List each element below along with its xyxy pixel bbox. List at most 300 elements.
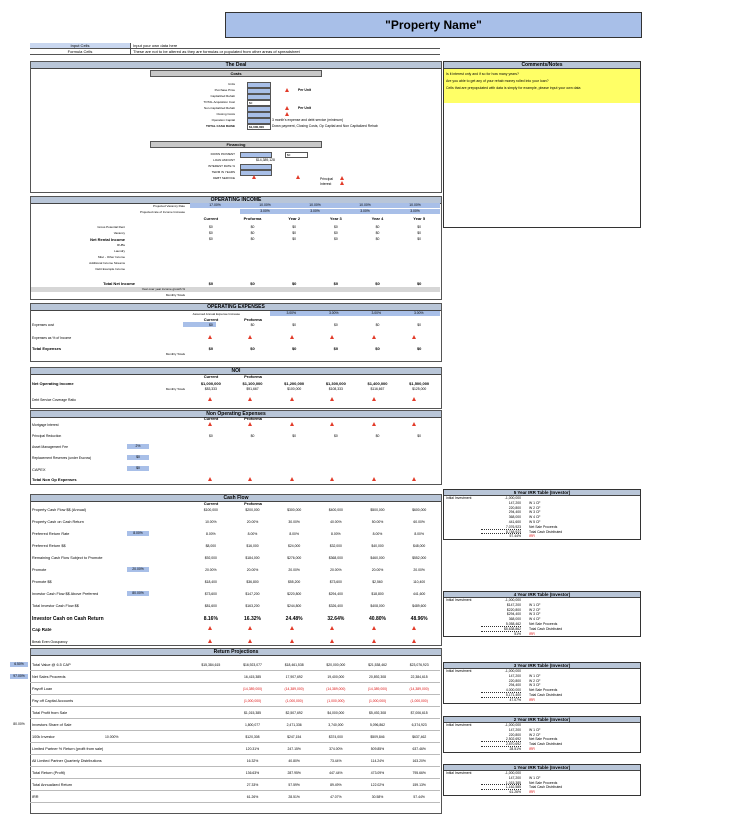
return-cell <box>190 723 232 728</box>
irr-row-value: 4,000,000 <box>481 688 521 693</box>
cf-row-label: Total Investor Cash Flow $$ <box>32 604 79 608</box>
return-cell: $18,461,538 <box>284 663 304 667</box>
irr-row-value: 5,058,462 <box>481 622 521 627</box>
col-current: Current <box>203 216 219 221</box>
cf-row <box>190 520 440 525</box>
non-operating-header: Non Operating Expenses <box>31 411 441 418</box>
return-row-label: Total Value @ 6.5 CAP <box>32 663 71 667</box>
return-row <box>190 759 440 764</box>
row-divider <box>30 778 440 779</box>
return-cell: 19,400,000 <box>327 675 345 679</box>
cf-cell: $40,000 <box>371 544 384 548</box>
return-cell: 28.51% <box>288 795 300 799</box>
irr-row-desc: W 1 CF <box>529 673 541 678</box>
cf-cell: 20.00% <box>330 568 342 572</box>
return-input-cell[interactable]: 97.00% <box>10 674 28 679</box>
return-cell: 20,892,308 <box>369 675 386 679</box>
irr-row-label <box>444 534 481 539</box>
return-input-cell[interactable]: 6.50% <box>10 662 28 667</box>
return-cell: 27.33% <box>246 783 259 787</box>
comments-panel <box>443 61 641 228</box>
capex-input[interactable]: $0 <box>127 466 149 471</box>
vacancy-rate-row <box>190 203 440 208</box>
return-cell: 122.02% <box>370 783 385 787</box>
breakeven-warning-icon <box>372 639 376 643</box>
vacancy-cell[interactable]: $0 <box>417 231 422 235</box>
return-row-label: Total Annualized Return <box>32 783 73 787</box>
rr-input[interactable]: $0 <box>127 455 149 460</box>
breakeven-warning-icon <box>208 639 212 643</box>
irr-row-value: 294,400 <box>508 683 521 688</box>
assumed-increase-cell[interactable]: 3.00% <box>286 311 297 315</box>
return-cell: $374,000 <box>328 735 343 739</box>
irr-row-desc: Total Cash Distributed <box>529 742 563 747</box>
return-cell: 57.59% <box>288 783 300 787</box>
purchase-price-warning-icon <box>285 88 289 92</box>
irr-row-desc: IRR <box>529 790 535 795</box>
property-name-title[interactable]: "Property Name" <box>225 12 642 38</box>
cf-row <box>190 544 440 549</box>
nonop-col-proforma: Proforma <box>244 416 262 421</box>
total-cash-value: $1,000,000 <box>247 124 271 130</box>
cap-rate-warning-icon <box>330 626 334 630</box>
cf-cell: 8.00% <box>414 532 424 536</box>
return-cell <box>190 747 232 752</box>
cf-cell: $500,000 <box>370 508 385 512</box>
cf-cell: $300,000 <box>287 508 302 512</box>
return-cell: $16,923,077 <box>243 663 262 667</box>
dscr-warning-icon <box>248 397 252 401</box>
cap-rate-warning-icon <box>372 626 376 630</box>
return-cell: 136.63% <box>245 771 260 775</box>
cf-cell: $2,560 <box>372 580 383 584</box>
cf-cell: 20.00% <box>288 568 300 572</box>
pct-warning-icon <box>208 335 212 339</box>
cf-cell: $73,600 <box>204 592 217 596</box>
coc-cell: 24.48% <box>285 616 303 622</box>
irr-row-value: -1,000,000 <box>504 669 521 673</box>
total-net-cell: $0 <box>208 281 214 286</box>
nonop-warning-icon <box>208 422 212 426</box>
expenses-cost-label: Expenses cost <box>32 323 55 327</box>
return-row <box>190 711 440 716</box>
dscr-label: Debt Service Coverage Ratio <box>32 398 76 402</box>
vacancy-cell[interactable]: $0 <box>250 231 255 235</box>
gpr-cell[interactable]: $0 <box>208 225 213 229</box>
return-cell: 30.58% <box>371 795 384 799</box>
row-divider <box>30 754 440 755</box>
expenses-row <box>190 323 440 328</box>
return-cell <box>190 795 232 800</box>
cap-rate-warning-icon <box>208 626 212 630</box>
income-increase-label: Projected rate of Income Increase <box>139 210 185 214</box>
gpr-cell[interactable]: $0 <box>375 225 380 229</box>
cf-row-label: Preferred Return $$ <box>32 544 66 548</box>
cf-row <box>190 568 440 573</box>
irr-table-title: 3 Year IRR Table (Investor) <box>444 663 640 669</box>
opex-col-current: Current <box>203 317 219 322</box>
gpr-cell[interactable]: $0 <box>417 225 422 229</box>
assumed-increase-cell[interactable]: 3.00% <box>328 311 339 315</box>
total-net-cell: $0 <box>250 281 255 286</box>
income-increase-cell[interactable]: 3.00% <box>410 209 420 213</box>
total-exp-cell: $0 <box>250 346 255 351</box>
legend-input-desc: Input your own data here <box>133 43 178 48</box>
irr-row <box>444 632 640 637</box>
return-cell: $4,000,000 <box>327 711 345 715</box>
pct-warning-icon <box>290 335 294 339</box>
cf-cell: $200,000 <box>245 508 260 512</box>
coc-cell: 40.80% <box>369 616 386 622</box>
expenses-cell[interactable]: $0 <box>208 323 213 327</box>
dscr-warning-icon <box>208 397 212 401</box>
irr-row-desc: W 1 CF <box>529 500 541 505</box>
comment-line: Cells that are prepopulated with data is simply for example, please input your own data <box>446 86 581 90</box>
cell-legend <box>30 43 440 55</box>
return-cell <box>190 735 232 740</box>
return-cell: $120,308 <box>245 735 260 739</box>
cf-row-label: Promote $$ <box>32 580 52 584</box>
principal-reduction-label: Principal Reduction <box>32 434 62 438</box>
irr-row-label <box>444 790 481 795</box>
irr-row-label: Initial Investment <box>446 723 472 727</box>
comments-body[interactable] <box>444 69 640 103</box>
noi-cell: $1,200,000 <box>284 381 305 386</box>
cf-cell: 30.00% <box>288 520 300 524</box>
return-cell: 22,384,615 <box>410 675 428 679</box>
cf-cell: $220,800 <box>287 592 302 596</box>
cf-input-cell[interactable]: 8.00% <box>127 531 149 536</box>
cap-rate-warning-icon <box>412 626 416 630</box>
cf-cell: 441,600 <box>413 592 426 596</box>
noi-monthly-cell: $125,000 <box>412 387 427 391</box>
net-rental-cell[interactable]: $0 <box>208 237 213 241</box>
irr-row-value: 2,502,692 <box>481 737 521 742</box>
cf-row-label: Property Cash Flow $$ (Annual) <box>32 508 87 512</box>
total-nonop-warning-icon <box>208 477 212 481</box>
principal-cell: $0 <box>292 434 297 438</box>
cap-rate-warning-icon <box>248 626 252 630</box>
return-cell: $1,015,385 <box>244 711 261 715</box>
noi-col-current: Current <box>203 374 219 379</box>
gpr-cell[interactable]: $0 <box>250 225 255 229</box>
vacancy-rate-cell[interactable]: 10.00% <box>309 203 321 207</box>
income-increase-cell[interactable]: 3.00% <box>360 209 370 213</box>
return-row-label: All Limited Partner Quarterly Distributions <box>32 759 102 763</box>
cf-cell: 110,400 <box>413 580 426 584</box>
total-nonop-warning-icon <box>248 477 252 481</box>
noi-row <box>190 381 440 386</box>
return-cell: $20,000,000 <box>326 663 346 667</box>
vacancy-cell[interactable]: $0 <box>333 231 338 235</box>
noi-col-proforma: Proforma <box>244 374 262 379</box>
irr-table <box>443 662 641 704</box>
cf-col-proforma: Proforma <box>244 501 262 506</box>
irr-row-desc: W 4 CF <box>529 617 541 622</box>
irr-row-desc: Net Sale Proceeds <box>529 524 558 529</box>
noi-monthly-cell: $116,667 <box>370 387 385 391</box>
assumed-increase-cell[interactable]: 3.00% <box>413 311 424 315</box>
irr-row-desc: W 1 CF <box>529 727 541 732</box>
cf-row-label: Promote <box>32 568 47 572</box>
irr-row-value: 368,000 <box>508 617 521 622</box>
cf-cell: $92,000 <box>204 556 217 560</box>
expenses-cell[interactable]: $0 <box>292 323 297 327</box>
expenses-cell[interactable]: $0 <box>375 323 380 327</box>
net-rental-cell[interactable]: $0 <box>292 237 297 241</box>
irr-row-label: Initial Investment <box>446 771 472 775</box>
gpr-cell[interactable]: $0 <box>333 225 338 229</box>
return-cell: 247.15% <box>287 747 301 751</box>
cf-cell: $489,600 <box>412 604 427 608</box>
term-input[interactable] <box>240 170 272 176</box>
irr-row-value: 220,800 <box>508 732 521 737</box>
comments-header: Comments/Notes <box>444 62 640 69</box>
irr-table <box>443 489 641 540</box>
irr-row-value: 368,000 <box>508 515 521 520</box>
cf-cell: $368,000 <box>328 556 343 560</box>
return-cell: 509.85% <box>370 747 385 751</box>
total-net-cell: $0 <box>375 281 380 286</box>
noi-monthly-label: Monthly Totals <box>165 387 185 391</box>
noi-label: Net Operating Income <box>32 381 74 386</box>
coc-cell: 16.32% <box>244 616 261 622</box>
vacancy-rate-cell[interactable]: 10.00% <box>259 203 271 207</box>
down-payment-value: $0 <box>285 152 308 158</box>
irr-row-desc: IRR <box>529 746 535 751</box>
return-cell: $637,462 <box>412 735 427 739</box>
row-divider <box>30 682 440 683</box>
return-input-cell[interactable]: 80.00% <box>13 722 25 726</box>
row-divider <box>30 766 440 767</box>
income-increase-cell[interactable]: 3.00% <box>310 209 320 213</box>
net-rental-cell[interactable]: $0 <box>333 237 338 241</box>
cf-cell: $147,200 <box>245 592 260 596</box>
return-cell: 73.44% <box>330 759 342 763</box>
assumed-increase-cell[interactable]: 3.00% <box>371 311 382 315</box>
cf-cell: 8.00% <box>372 532 383 536</box>
irr-row-desc: W 4 CF <box>529 515 541 520</box>
nonop-warning-icon <box>330 422 334 426</box>
debt-example-label: Debt Example Income <box>95 267 125 271</box>
irr-row-value: 51% <box>514 631 521 636</box>
net-rental-cell[interactable]: $0 <box>250 237 255 241</box>
return-cell: 16.32% <box>246 759 259 763</box>
irr-row-value: 5,171,400 <box>481 693 521 698</box>
irr-row-value: 1,015,385 <box>481 781 521 786</box>
debt-service-warning-icon-2 <box>296 175 300 179</box>
cf-cell: 8.00% <box>206 532 216 536</box>
irr-row-desc: W 2 CF <box>529 732 541 737</box>
row-divider <box>30 718 440 719</box>
cost-label-units: Units <box>228 82 235 86</box>
return-cell: $2,507,692 <box>285 711 303 715</box>
cf-cell: 8.00% <box>289 532 299 536</box>
cf-input-cell[interactable]: 80.00% <box>127 591 149 596</box>
vacancy-cell[interactable]: $0 <box>292 231 297 235</box>
income-monthly-label: Monthly Totals <box>165 293 185 297</box>
nonop-warning-icon <box>248 422 252 426</box>
return-cell: (14,389,000) <box>284 687 304 691</box>
noi-monthly-cell: $83,333 <box>204 387 217 391</box>
expenses-cell[interactable]: $0 <box>333 323 338 327</box>
return-cell: 637.46% <box>412 747 426 751</box>
cf-cell: $552,000 <box>412 556 427 560</box>
cf-cell: 20.00% <box>371 568 384 572</box>
irr-row-desc: IRR <box>529 631 535 636</box>
nonop-warning-icon <box>412 422 416 426</box>
cf-cell: 20.00% <box>246 568 259 572</box>
col-year5: Year 5 <box>413 216 426 221</box>
cf-cell: 60.00% <box>413 520 425 524</box>
vacancy-rate-cell[interactable]: 10.00% <box>359 203 371 207</box>
noi-cell: $1,500,000 <box>409 381 430 386</box>
return-cell: 374.00% <box>329 747 343 751</box>
return-row <box>190 771 440 776</box>
irr-row-desc: W 3 CF <box>529 683 541 688</box>
return-cell: $21,538,462 <box>368 663 387 667</box>
irr-row-value: $147,200 <box>506 602 521 607</box>
noncap-rehab-warning-icon <box>285 106 289 110</box>
cf-input-cell[interactable]: 20.00% <box>127 567 149 572</box>
vacancy-cell[interactable]: $0 <box>375 231 380 235</box>
cf-col-current: Current <box>203 501 219 506</box>
total-expenses-row <box>190 346 440 351</box>
dscr-warning-icon <box>290 397 294 401</box>
total-nonop-label: Total Non Op Expenses <box>32 477 77 482</box>
dscr-warning-icon <box>330 397 334 401</box>
return-cell <box>190 675 232 680</box>
return-cell: (1,000,000) <box>410 699 428 703</box>
return-cell: $509,846 <box>370 735 385 739</box>
return-row <box>190 783 440 788</box>
cf-cell: 20.00% <box>246 520 259 524</box>
yoy-growth-label: Year over year income growth % <box>141 287 185 291</box>
cf-row-label: Property Cash on Cash Return <box>32 520 84 524</box>
cf-cell: $600,000 <box>412 508 427 512</box>
cf-cell: $18,800 <box>371 592 384 596</box>
irr-row-label <box>444 698 481 703</box>
income-increase-cell[interactable]: 3.00% <box>260 209 270 213</box>
noi-monthly-cell: $91,667 <box>246 387 259 391</box>
return-cell: 89.49% <box>330 783 342 787</box>
return-row-label: Payoff Loan <box>32 687 53 691</box>
vacancy-row <box>190 231 440 236</box>
irr-row-desc: Total Cash Distributed <box>529 529 563 534</box>
net-rental-row <box>190 237 440 242</box>
cf-cell: $408,000 <box>370 604 385 608</box>
return-cell: 795.66% <box>412 771 426 775</box>
vacancy-cell[interactable]: $0 <box>208 231 213 235</box>
assumed-increase-label: Assumed Annual Expense Increase <box>192 312 240 316</box>
fin-label-rate: INTEREST RATE % <box>208 164 235 168</box>
irr-row-value: 47.07% <box>509 697 521 702</box>
cf-cell: $73,600 <box>329 580 342 584</box>
assumed-increase-row <box>270 311 440 316</box>
irr-row-label: Initial Investment <box>446 669 472 673</box>
irr-row-value: -1,000,000 <box>504 771 521 775</box>
return-row <box>190 699 440 704</box>
row-divider <box>30 790 440 791</box>
gpr-cell[interactable]: $0 <box>292 225 297 229</box>
irr-row-value: 7,076,923 <box>481 525 521 530</box>
additional-income-label: Additional Income Streams <box>89 261 125 265</box>
op-capital-note: 3 month's expense and debt service (minimum) <box>272 118 344 122</box>
income-increase-row <box>240 209 440 214</box>
irr-row-value: -1,000,000 <box>504 598 521 602</box>
principal-note: Principal <box>320 177 334 181</box>
cf-cell: 8.00% <box>331 532 341 536</box>
expenses-cell[interactable]: $0 <box>417 323 422 327</box>
breakeven-warning-icon <box>330 639 334 643</box>
irr-row <box>444 698 640 703</box>
irr-row-value: -1,000,000 <box>504 496 521 500</box>
legend-formula-row <box>30 49 440 55</box>
return-cell: 1,800,077 <box>244 723 261 727</box>
comment-line: Is it interest only and if so for how many years? <box>446 72 519 76</box>
return-cell <box>190 711 232 716</box>
irr-row-value: 2,870,692 <box>481 742 521 747</box>
pct-warning-icon <box>412 335 416 339</box>
cf-cell: 20.00% <box>413 568 425 572</box>
irr-row-desc: W 3 CF <box>529 510 541 515</box>
irr-row-value: 1,162,585 <box>481 785 521 790</box>
return-row-label: Investors Share of Sale <box>32 723 72 727</box>
asset-mgmt-input[interactable]: 2% <box>127 444 149 449</box>
return-cell: (14,389,000) <box>242 687 263 691</box>
principal-warning-icon <box>340 176 344 180</box>
vacancy-label: Vacancy <box>113 231 125 235</box>
return-row <box>190 723 440 728</box>
total-exp-cell: $0 <box>291 346 297 351</box>
cf-cell: $32,000 <box>329 544 342 548</box>
laundry-label: Laundry <box>114 249 125 253</box>
irr-row-value: 147,200 <box>508 673 521 678</box>
return-cell: $7,006,615 <box>410 711 428 715</box>
return-cell: $15,384,615 <box>201 663 221 667</box>
return-cell <box>190 771 232 776</box>
irr-row-desc: IRR <box>529 697 535 702</box>
irr-row-label: Initial Investment <box>446 598 472 602</box>
loan-amount-value: $14,389,128 <box>256 158 275 162</box>
cf-cell: 8.00% <box>247 532 258 536</box>
net-rental-cell[interactable]: $0 <box>375 237 380 241</box>
irr-row <box>444 790 640 795</box>
noi-monthly-cell: $100,000 <box>287 387 302 391</box>
breakeven-warning-icon <box>412 639 416 643</box>
total-nonop-warning-icon <box>330 477 334 481</box>
dscr-warning-icon <box>412 397 416 401</box>
irr-table-title: 1 Year IRR Table (Investor) <box>444 765 640 771</box>
expenses-cell[interactable]: $0 <box>250 323 255 327</box>
pct-warning-icon <box>248 335 252 339</box>
income-column-headers <box>190 216 440 221</box>
row-divider <box>30 694 440 695</box>
irr-row-desc: Net Sale Proceeds <box>529 737 558 742</box>
net-rental-cell[interactable]: $0 <box>417 237 422 241</box>
return-row <box>190 795 440 800</box>
principal-cell: $0 <box>208 434 213 438</box>
row-divider <box>30 742 440 743</box>
vacancy-rate-cell[interactable]: 10.00% <box>409 203 421 207</box>
irr-row-desc: W 3 CF <box>529 612 541 617</box>
irr-row-desc: W 2 CF <box>529 607 541 612</box>
vacancy-rate-cell[interactable]: 17.00% <box>209 203 221 207</box>
cost-label-noncap-rehab: Non-Capitalized Rehab <box>203 106 235 110</box>
nonop-col-current: Current <box>203 416 219 421</box>
cf-row-label: Preferred Return Rate <box>32 532 70 536</box>
per-unit-label: Per Unit <box>298 88 311 92</box>
